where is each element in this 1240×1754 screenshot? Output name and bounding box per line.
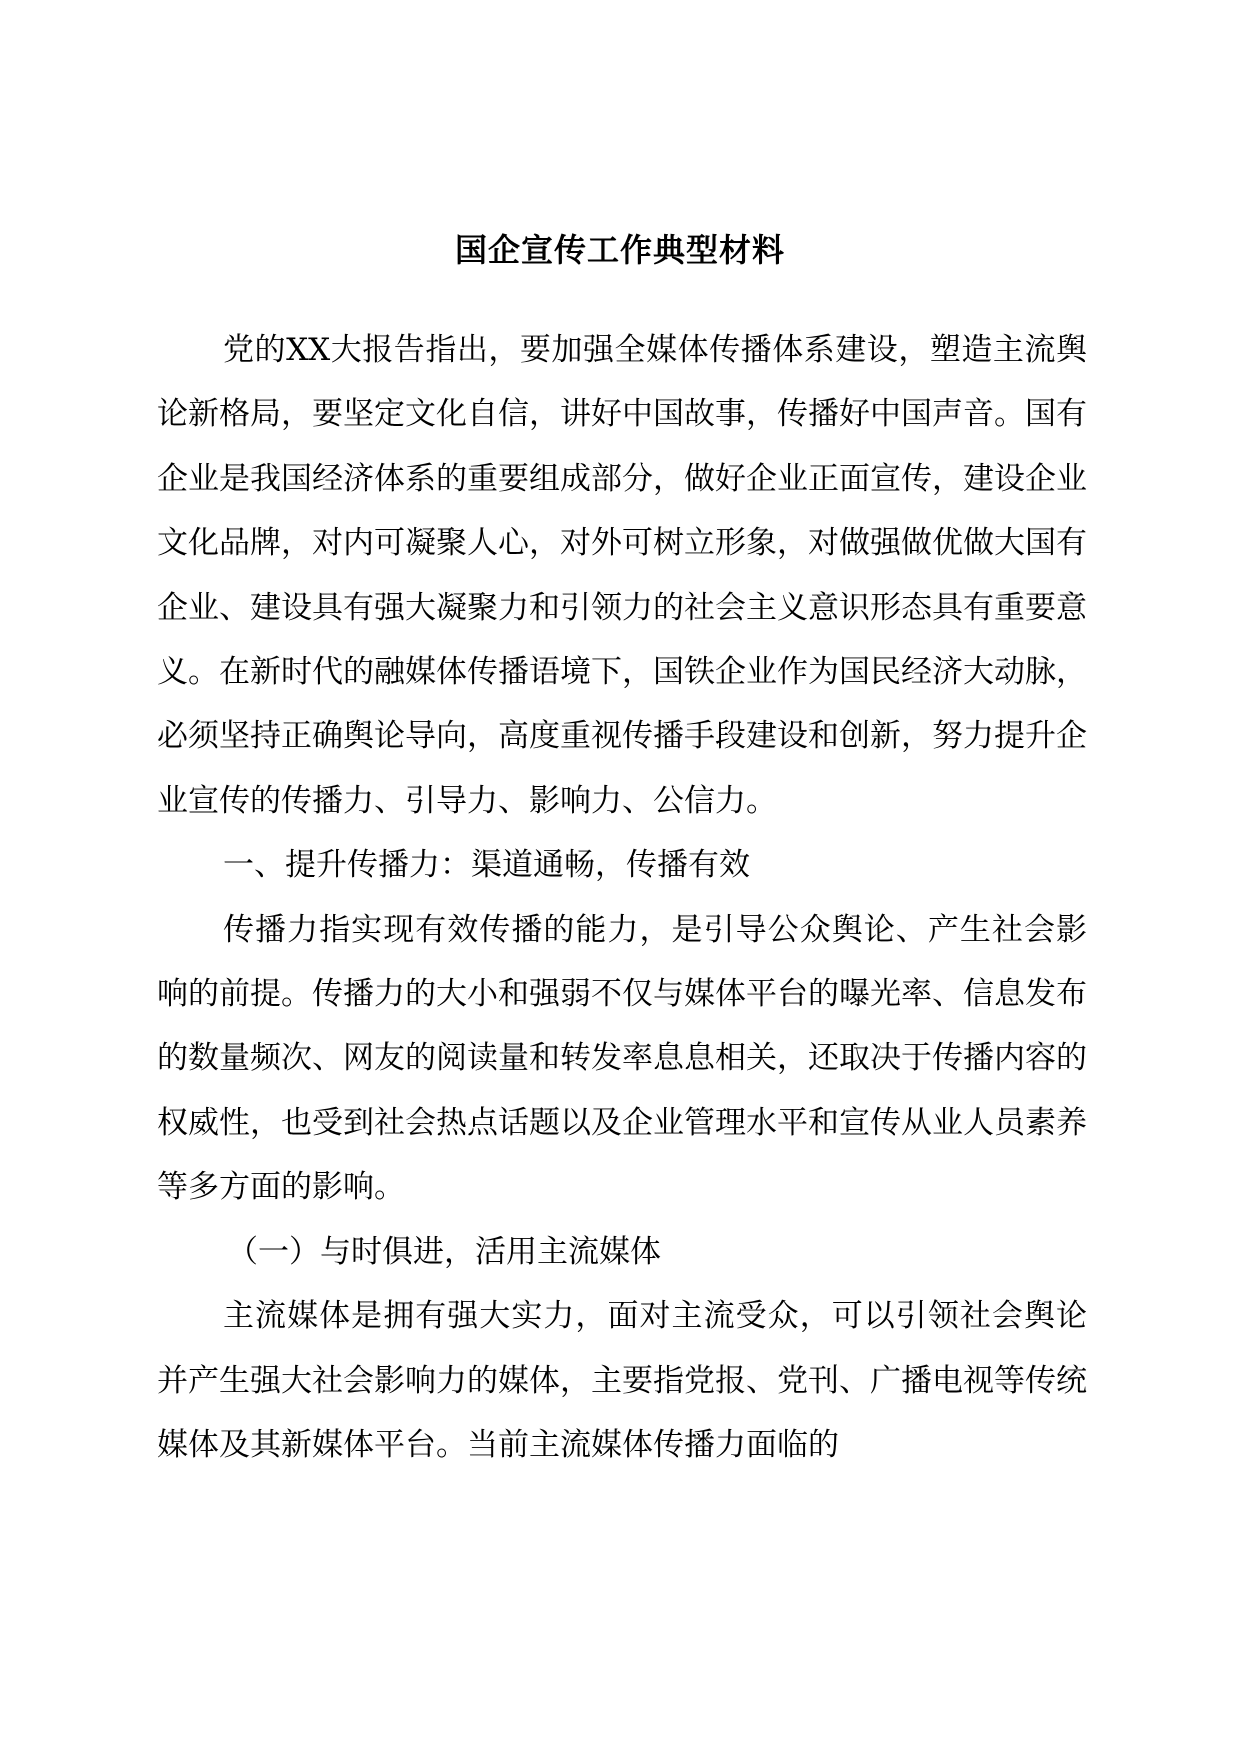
subsection-1-paragraph: 主流媒体是拥有强大实力，面对主流受众，可以引领社会舆论并产生强大社会影响力的媒体，主要指党报、党刊、广播电视等传统媒体及其新媒体平台。当前主流媒体传播力面临的 — [157, 1298, 1087, 1463]
subsection-heading-1: （一）与时俱进，活用主流媒体 — [227, 1233, 661, 1270]
section-heading-1: 一、提升传播力：渠道通畅，传播有效 — [223, 847, 750, 884]
document-title: 国企宣传工作典型材料 — [454, 231, 785, 269]
document-body — [157, 318, 1087, 1477]
intro-paragraph: 党的XX大报告指出，要加强全媒体传播体系建设，塑造主流舆论新格局，要坚定文化自信，讲好中国故事，传播好中国声音。国有企业是我国经济体系的重要组成部分，做好企业正面宣传，建设企业文化品牌，对内可凝聚人心，对外可树立形象，对做强做优做大国有企业、建设具有强大凝聚力和引领力的社会主义意识形态具有重要意义。在新时代的融媒体传播语境下，国铁企业作为国民经济大动脉，必须坚持正确舆论导向，高度重视传播手段建设和创新，努力提升企业宣传的传播力、引导力、影响力、公信力。 — [157, 332, 1087, 819]
section-1-paragraph: 传播力指实现有效传播的能力，是引导公众舆论、产生社会影响的前提。传播力的大小和强弱不仅与媒体平台的曝光率、信息发布的数量频次、网友的阅读量和转发率息息相关，还取决于传播内容的权威性，也受到社会热点话题以及企业管理水平和宣传从业人员素养等多方面的影响。 — [157, 911, 1087, 1206]
